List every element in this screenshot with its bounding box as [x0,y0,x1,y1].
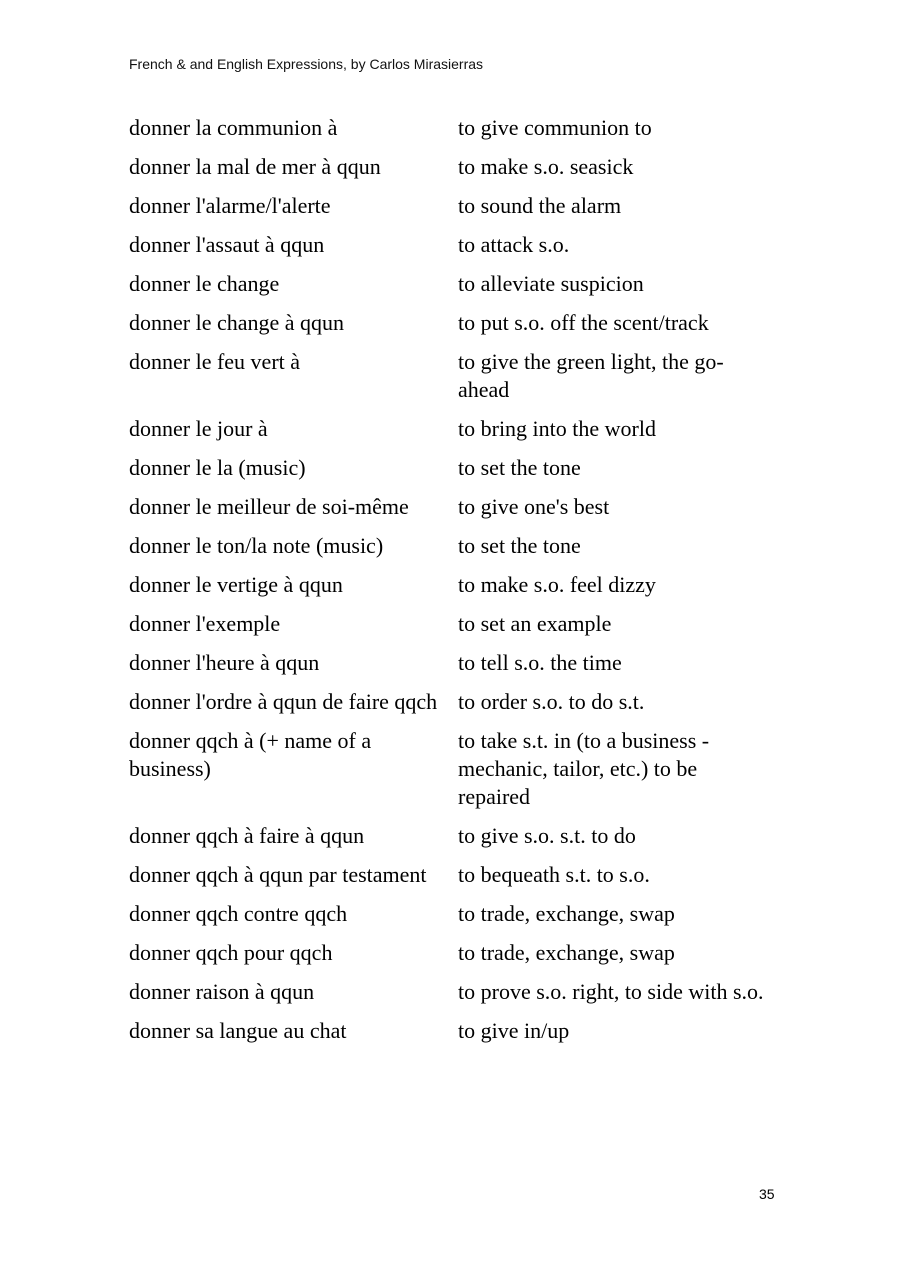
french-expression: donner qqch à faire à qqun [129,823,365,848]
english-translation: to give communion to [458,115,652,140]
english-translation: to give s.o. s.t. to do [458,823,636,848]
table-row [129,978,789,1006]
table-row [129,939,789,967]
english-translation: to bring into the world [458,416,656,441]
table-row [129,571,789,599]
english-translation: to order s.o. to do s.t. [458,689,645,714]
table-row [129,532,789,560]
table-row [129,610,789,638]
table-row [129,114,789,142]
table-row [129,900,789,928]
french-expression: donner qqch contre qqch [129,901,348,926]
english-translation: to attack s.o. [458,232,570,257]
french-expression: donner le feu vert à [129,349,301,374]
english-translation: to prove s.o. right, to side with s.o. [458,979,764,1004]
table-row [129,231,789,259]
french-expression: donner qqch à (+ name of a business) [129,728,372,781]
table-row [129,822,789,850]
french-expression: donner qqch à qqun par testament [129,862,427,887]
table-row [129,192,789,220]
english-translation: to give the green light, the go-ahead [458,349,724,402]
english-translation: to trade, exchange, swap [458,901,675,926]
french-expression: donner le meilleur de soi-même [129,494,409,519]
english-translation: to make s.o. feel dizzy [458,572,656,597]
english-translation: to give in/up [458,1018,570,1043]
french-expression: donner le vertige à qqun [129,572,343,597]
french-expression: donner l'alarme/l'alerte [129,193,331,218]
french-expression: donner le jour à [129,416,268,441]
french-expression: donner la mal de mer à qqun [129,154,381,179]
english-translation: to make s.o. seasick [458,154,634,179]
french-expression: donner la communion à [129,115,338,140]
table-row [129,348,789,404]
french-expression: donner le change [129,271,280,296]
english-translation: to take s.t. in (to a business - mechanic, tailor, etc.) to be repaired [458,728,710,809]
table-row [129,688,789,716]
table-row [129,309,789,337]
french-expression: donner qqch pour qqch [129,940,333,965]
english-translation: to set the tone [458,533,581,558]
table-row [129,493,789,521]
expression-table [129,114,789,1056]
table-row [129,861,789,889]
french-expression: donner raison à qqun [129,979,315,1004]
french-expression: donner le change à qqun [129,310,345,335]
french-expression: donner le ton/la note (music) [129,533,384,558]
english-translation: to set the tone [458,455,581,480]
table-row [129,454,789,482]
english-translation: to put s.o. off the scent/track [458,310,709,335]
french-expression: donner l'exemple [129,611,281,636]
table-row [129,649,789,677]
running-header: French & and English Expressions, by Carlos Mirasierras [129,56,484,72]
french-expression: donner l'heure à qqun [129,650,320,675]
english-translation: to alleviate suspicion [458,271,644,296]
french-expression: donner l'ordre à qqun de faire qqch [129,689,438,714]
french-expression: donner l'assaut à qqun [129,232,325,257]
page-number: 35 [759,1186,775,1202]
french-expression: donner le la (music) [129,455,306,480]
french-expression: donner sa langue au chat [129,1018,347,1043]
table-row [129,270,789,298]
english-translation: to give one's best [458,494,610,519]
table-row [129,727,789,811]
english-translation: to bequeath s.t. to s.o. [458,862,650,887]
table-row [129,153,789,181]
english-translation: to set an example [458,611,612,636]
english-translation: to tell s.o. the time [458,650,622,675]
english-translation: to sound the alarm [458,193,622,218]
table-row [129,415,789,443]
table-row [129,1017,789,1045]
english-translation: to trade, exchange, swap [458,940,675,965]
